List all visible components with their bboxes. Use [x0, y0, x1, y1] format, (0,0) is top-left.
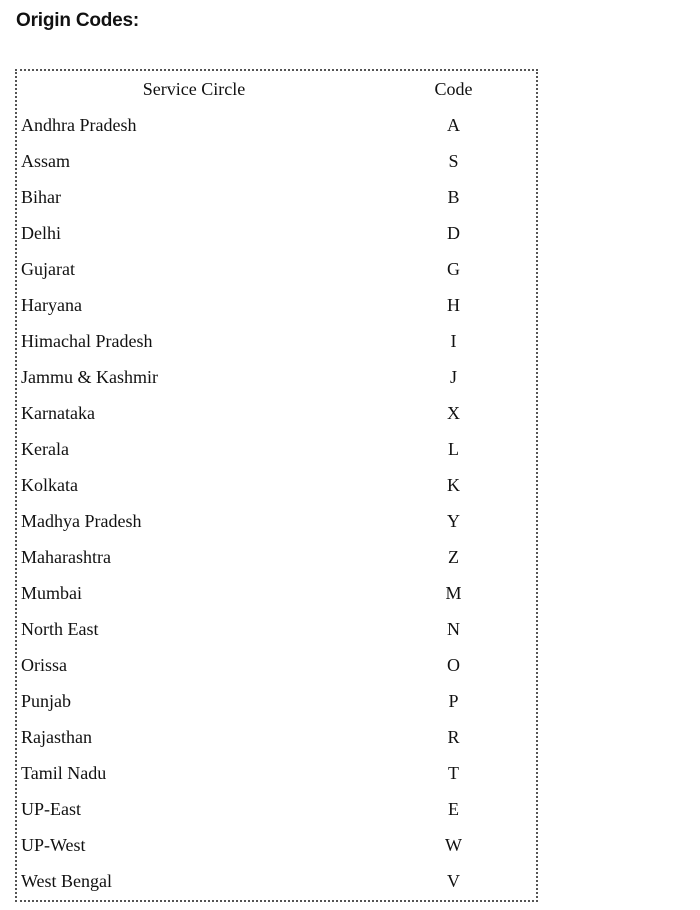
- code-cell: X: [447, 402, 460, 423]
- code-cell: Y: [447, 510, 460, 531]
- code-cell: T: [448, 762, 459, 783]
- service-circle-cell: Tamil Nadu: [21, 762, 107, 783]
- page-heading: Origin Codes:: [16, 10, 140, 31]
- service-circle-cell: Andhra Pradesh: [21, 114, 137, 135]
- table-header-row: [17, 71, 536, 107]
- table-row: [17, 719, 536, 755]
- column-header-service-circle: Service Circle: [142, 78, 246, 99]
- column-header-code: Code: [434, 78, 473, 99]
- service-circle-cell: Himachal Pradesh: [21, 330, 153, 351]
- service-circle-cell: Bihar: [21, 186, 61, 207]
- code-cell: P: [448, 690, 459, 711]
- code-cell: G: [447, 258, 460, 279]
- origin-codes-table-container: [15, 69, 538, 902]
- table-row: [17, 395, 536, 431]
- table-row: [17, 791, 536, 827]
- service-circle-cell: UP-East: [21, 798, 81, 819]
- code-cell: D: [447, 222, 460, 243]
- table-row: [17, 359, 536, 395]
- code-cell: A: [447, 114, 460, 135]
- table-body: [17, 107, 536, 899]
- code-cell: V: [447, 870, 460, 891]
- service-circle-cell: Maharashtra: [21, 546, 111, 567]
- service-circle-cell: Mumbai: [21, 582, 82, 603]
- service-circle-cell: Gujarat: [21, 258, 75, 279]
- code-cell: H: [447, 294, 460, 315]
- service-circle-cell: North East: [21, 618, 99, 639]
- table-row: [17, 611, 536, 647]
- table-row: [17, 179, 536, 215]
- table-row: [17, 755, 536, 791]
- table-row: [17, 503, 536, 539]
- table-row: [17, 683, 536, 719]
- table-row: [17, 647, 536, 683]
- service-circle-cell: Kerala: [21, 438, 69, 459]
- service-circle-cell: Haryana: [21, 294, 82, 315]
- service-circle-cell: UP-West: [21, 834, 86, 855]
- code-cell: S: [448, 150, 459, 171]
- code-cell: M: [445, 582, 462, 603]
- code-cell: K: [447, 474, 460, 495]
- service-circle-cell: Jammu & Kashmir: [21, 366, 158, 387]
- table-row: [17, 827, 536, 863]
- service-circle-cell: Rajasthan: [21, 726, 92, 747]
- origin-codes-table: [17, 71, 536, 899]
- service-circle-cell: West Bengal: [21, 870, 113, 891]
- table-row: [17, 575, 536, 611]
- code-cell: N: [447, 618, 460, 639]
- table-row: [17, 251, 536, 287]
- code-cell: O: [447, 654, 460, 675]
- service-circle-cell: Karnataka: [21, 402, 95, 423]
- table-row: [17, 287, 536, 323]
- code-cell: L: [448, 438, 459, 459]
- code-cell: B: [447, 186, 460, 207]
- code-cell: W: [445, 834, 462, 855]
- table-row: [17, 323, 536, 359]
- code-cell: R: [447, 726, 460, 747]
- service-circle-cell: Madhya Pradesh: [21, 510, 142, 531]
- table-row: [17, 431, 536, 467]
- table-row: [17, 467, 536, 503]
- service-circle-cell: Delhi: [21, 222, 61, 243]
- table-row: [17, 215, 536, 251]
- table-row: [17, 539, 536, 575]
- table-row: [17, 143, 536, 179]
- code-cell: Z: [448, 546, 459, 567]
- service-circle-cell: Punjab: [21, 690, 72, 711]
- code-cell: E: [448, 798, 459, 819]
- service-circle-cell: Orissa: [21, 654, 67, 675]
- code-cell: I: [450, 330, 457, 351]
- table-row: [17, 863, 536, 899]
- service-circle-cell: Assam: [21, 150, 70, 171]
- service-circle-cell: Kolkata: [21, 474, 78, 495]
- code-cell: J: [449, 366, 457, 387]
- table-row: [17, 107, 536, 143]
